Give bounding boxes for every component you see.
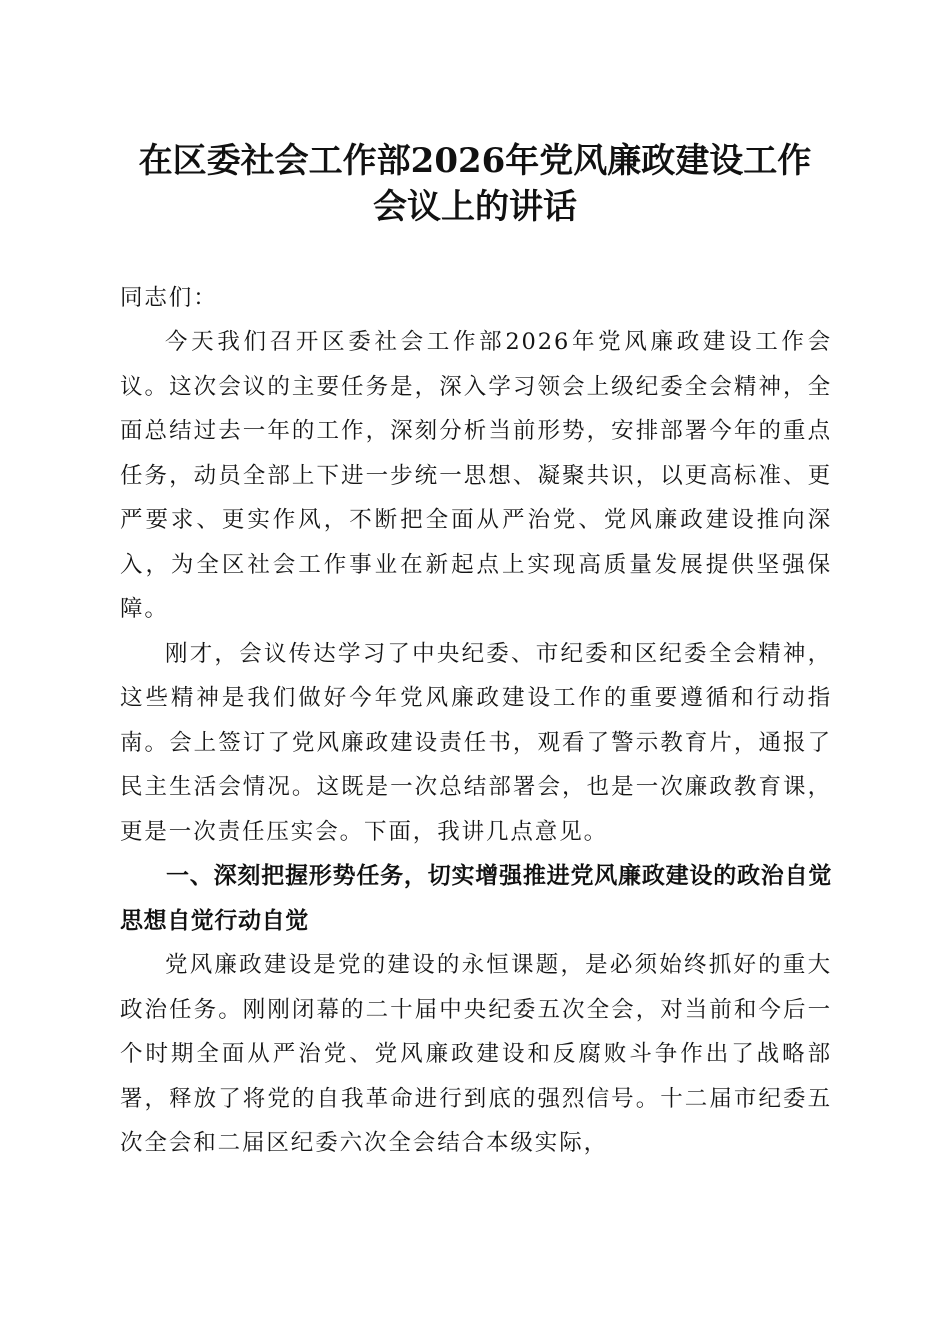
section-1-block: [120, 943, 832, 1166]
section-1-paragraph: 党风廉政建设是党的建设的永恒课题，是必须始终抓好的重大政治任务。刚刚闭幕的二十届中央纪委五次全会，对当前和今后一个时期全面从严治党、党风廉政建设和反腐败斗争作出了战略部署，释放了将党的自我革命进行到底的强烈信号。十二届市纪委五次全会和二届区纪委六次全会结合本级实际，: [120, 952, 832, 1156]
section-heading-1: 一、深刻把握形势任务，切实增强推进党风廉政建设的政治自觉思想自觉行动自觉: [120, 863, 832, 934]
document-title-line-1: 在区委社会工作部2026年党风廉政建设工作: [138, 141, 812, 181]
intro-block: [120, 320, 832, 854]
paragraph-summary: 刚才，会议传达学习了中央纪委、市纪委和区纪委全会精神，这些精神是我们做好今年党风廉政建设工作的重要遵循和行动指南。会上签订了党风廉政建设责任书，观看了警示教育片，通报了民主生活会情况。这既是一次总结部署会，也是一次廉政教育课，更是一次责任压实会。下面，我讲几点意见。: [120, 640, 832, 845]
paragraph-intro: 今天我们召开区委社会工作部2026年党风廉政建设工作会议。这次会议的主要任务是，深入学习领会上级纪委全会精神，全面总结过去一年的工作，深刻分析当前形势，安排部署今年的重点任务，动员全部上下进一步统一思想、凝聚共识，以更高标准、更严要求、更实作风，不断把全面从严治党、党风廉政建设推向深入，为全区社会工作事业在新起点上实现高质量发展提供坚强保障。: [120, 329, 832, 622]
document-title-line-2: 会议上的讲话: [373, 187, 577, 227]
salutation: 同志们：: [120, 285, 218, 311]
